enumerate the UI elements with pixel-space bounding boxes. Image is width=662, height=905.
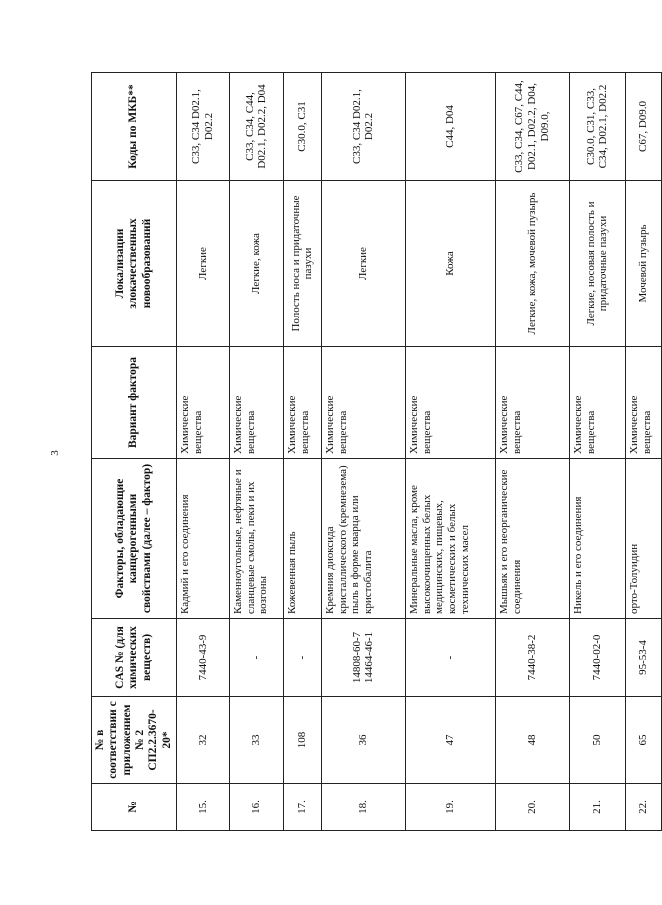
header-variant: Вариант фактора	[92, 347, 177, 459]
row-cas: 14808-60-7 14464-46-1	[321, 619, 405, 697]
row-localization: Полость носа и придаточные пазухи	[283, 181, 321, 347]
row-factor: Кадмий и его соединения	[176, 459, 229, 619]
row-icd: C44, D04	[405, 73, 495, 181]
row-appendix: 32	[176, 697, 229, 784]
table-row	[321, 73, 405, 831]
row-appendix: 33	[229, 697, 283, 784]
row-localization: Легкие, носовая полость и придаточные пазухи	[569, 181, 625, 347]
table-row	[405, 73, 495, 831]
row-num: 19.	[405, 784, 495, 831]
row-cas: 7440-38-2	[495, 619, 569, 697]
table-row	[229, 73, 283, 831]
row-appendix: 108	[283, 697, 321, 784]
table-row	[176, 73, 229, 831]
row-variant: Химические вещества	[405, 347, 495, 459]
table-row	[625, 73, 661, 831]
row-localization: Легкие, кожа	[229, 181, 283, 347]
row-variant: Химические вещества	[625, 347, 661, 459]
header-localization: Локализации злокачественных новообразований	[92, 181, 177, 347]
row-factor: Кремния диоксида кристаллического (кремнезема) пыль в форме кварца или кристобалита	[321, 459, 405, 619]
row-appendix: 36	[321, 697, 405, 784]
header-num: №	[92, 784, 177, 831]
row-icd: C30.0, C31, C33, C34, D02.1, D02.2	[569, 73, 625, 181]
header-icd: Коды по МКБ**	[92, 73, 177, 181]
row-localization: Легкие	[176, 181, 229, 347]
row-localization: Мочевой пузырь	[625, 181, 661, 347]
row-cas: -	[283, 619, 321, 697]
row-factor: Кожевенная пыль	[283, 459, 321, 619]
header-factor: Факторы, обладающие канцерогенными свойствами (далее – фактор)	[92, 459, 177, 619]
row-localization: Легкие, кожа, мочевой пузырь	[495, 181, 569, 347]
row-num: 20.	[495, 784, 569, 831]
row-factor: Каменноугольные, нефтяные и сланцевые смолы, пеки и их возгоны	[229, 459, 283, 619]
row-variant: Химические вещества	[569, 347, 625, 459]
row-localization: Кожа	[405, 181, 495, 347]
row-appendix: 47	[405, 697, 495, 784]
row-cas: -	[405, 619, 495, 697]
row-factor: Никель и его соединения	[569, 459, 625, 619]
row-cas: 95-53-4	[625, 619, 661, 697]
row-num: 17.	[283, 784, 321, 831]
row-factor: Мышьяк и его неорганические соединения	[495, 459, 569, 619]
row-icd: C33, C34, C44, D02.1, D02.2, D04	[229, 73, 283, 181]
carcinogen-table	[91, 72, 662, 831]
row-factor: орто-Толуидин	[625, 459, 661, 619]
row-cas: 7440-43-9	[176, 619, 229, 697]
row-variant: Химические вещества	[283, 347, 321, 459]
row-num: 21.	[569, 784, 625, 831]
row-appendix: 65	[625, 697, 661, 784]
header-appendix: № в соответствии с приложением № 2 СП2.2.3670-20*	[92, 697, 177, 784]
table-row	[569, 73, 625, 831]
row-num: 18.	[321, 784, 405, 831]
table-frame	[91, 73, 653, 831]
row-icd: C33, C34, C67, C44, D02.1, D02.2, D04, D09.0,	[495, 73, 569, 181]
header-cas: CAS № (для химических веществ)	[92, 619, 177, 697]
rotated-table-container	[91, 73, 653, 831]
row-icd: C33, C34 D02.1, D02.2	[321, 73, 405, 181]
row-num: 15.	[176, 784, 229, 831]
row-icd: C33, C34 D02.1, D02.2	[176, 73, 229, 181]
row-factor: Минеральные масла, кроме высокоочищенных белых медицинских, пищевых, косметических и белых технических масел	[405, 459, 495, 619]
row-variant: Химические вещества	[321, 347, 405, 459]
row-num: 16.	[229, 784, 283, 831]
row-localization: Легкие	[321, 181, 405, 347]
table-header-row	[92, 73, 177, 831]
row-appendix: 48	[495, 697, 569, 784]
row-icd: C30.0, C31	[283, 73, 321, 181]
row-variant: Химические вещества	[176, 347, 229, 459]
page-number: 3	[49, 450, 61, 456]
row-appendix: 50	[569, 697, 625, 784]
table-row	[283, 73, 321, 831]
row-variant: Химические вещества	[495, 347, 569, 459]
table-row	[495, 73, 569, 831]
row-variant: Химические вещества	[229, 347, 283, 459]
row-cas: -	[229, 619, 283, 697]
row-icd: C67, D09.0	[625, 73, 661, 181]
row-cas: 7440-02-0	[569, 619, 625, 697]
row-num: 22.	[625, 784, 661, 831]
